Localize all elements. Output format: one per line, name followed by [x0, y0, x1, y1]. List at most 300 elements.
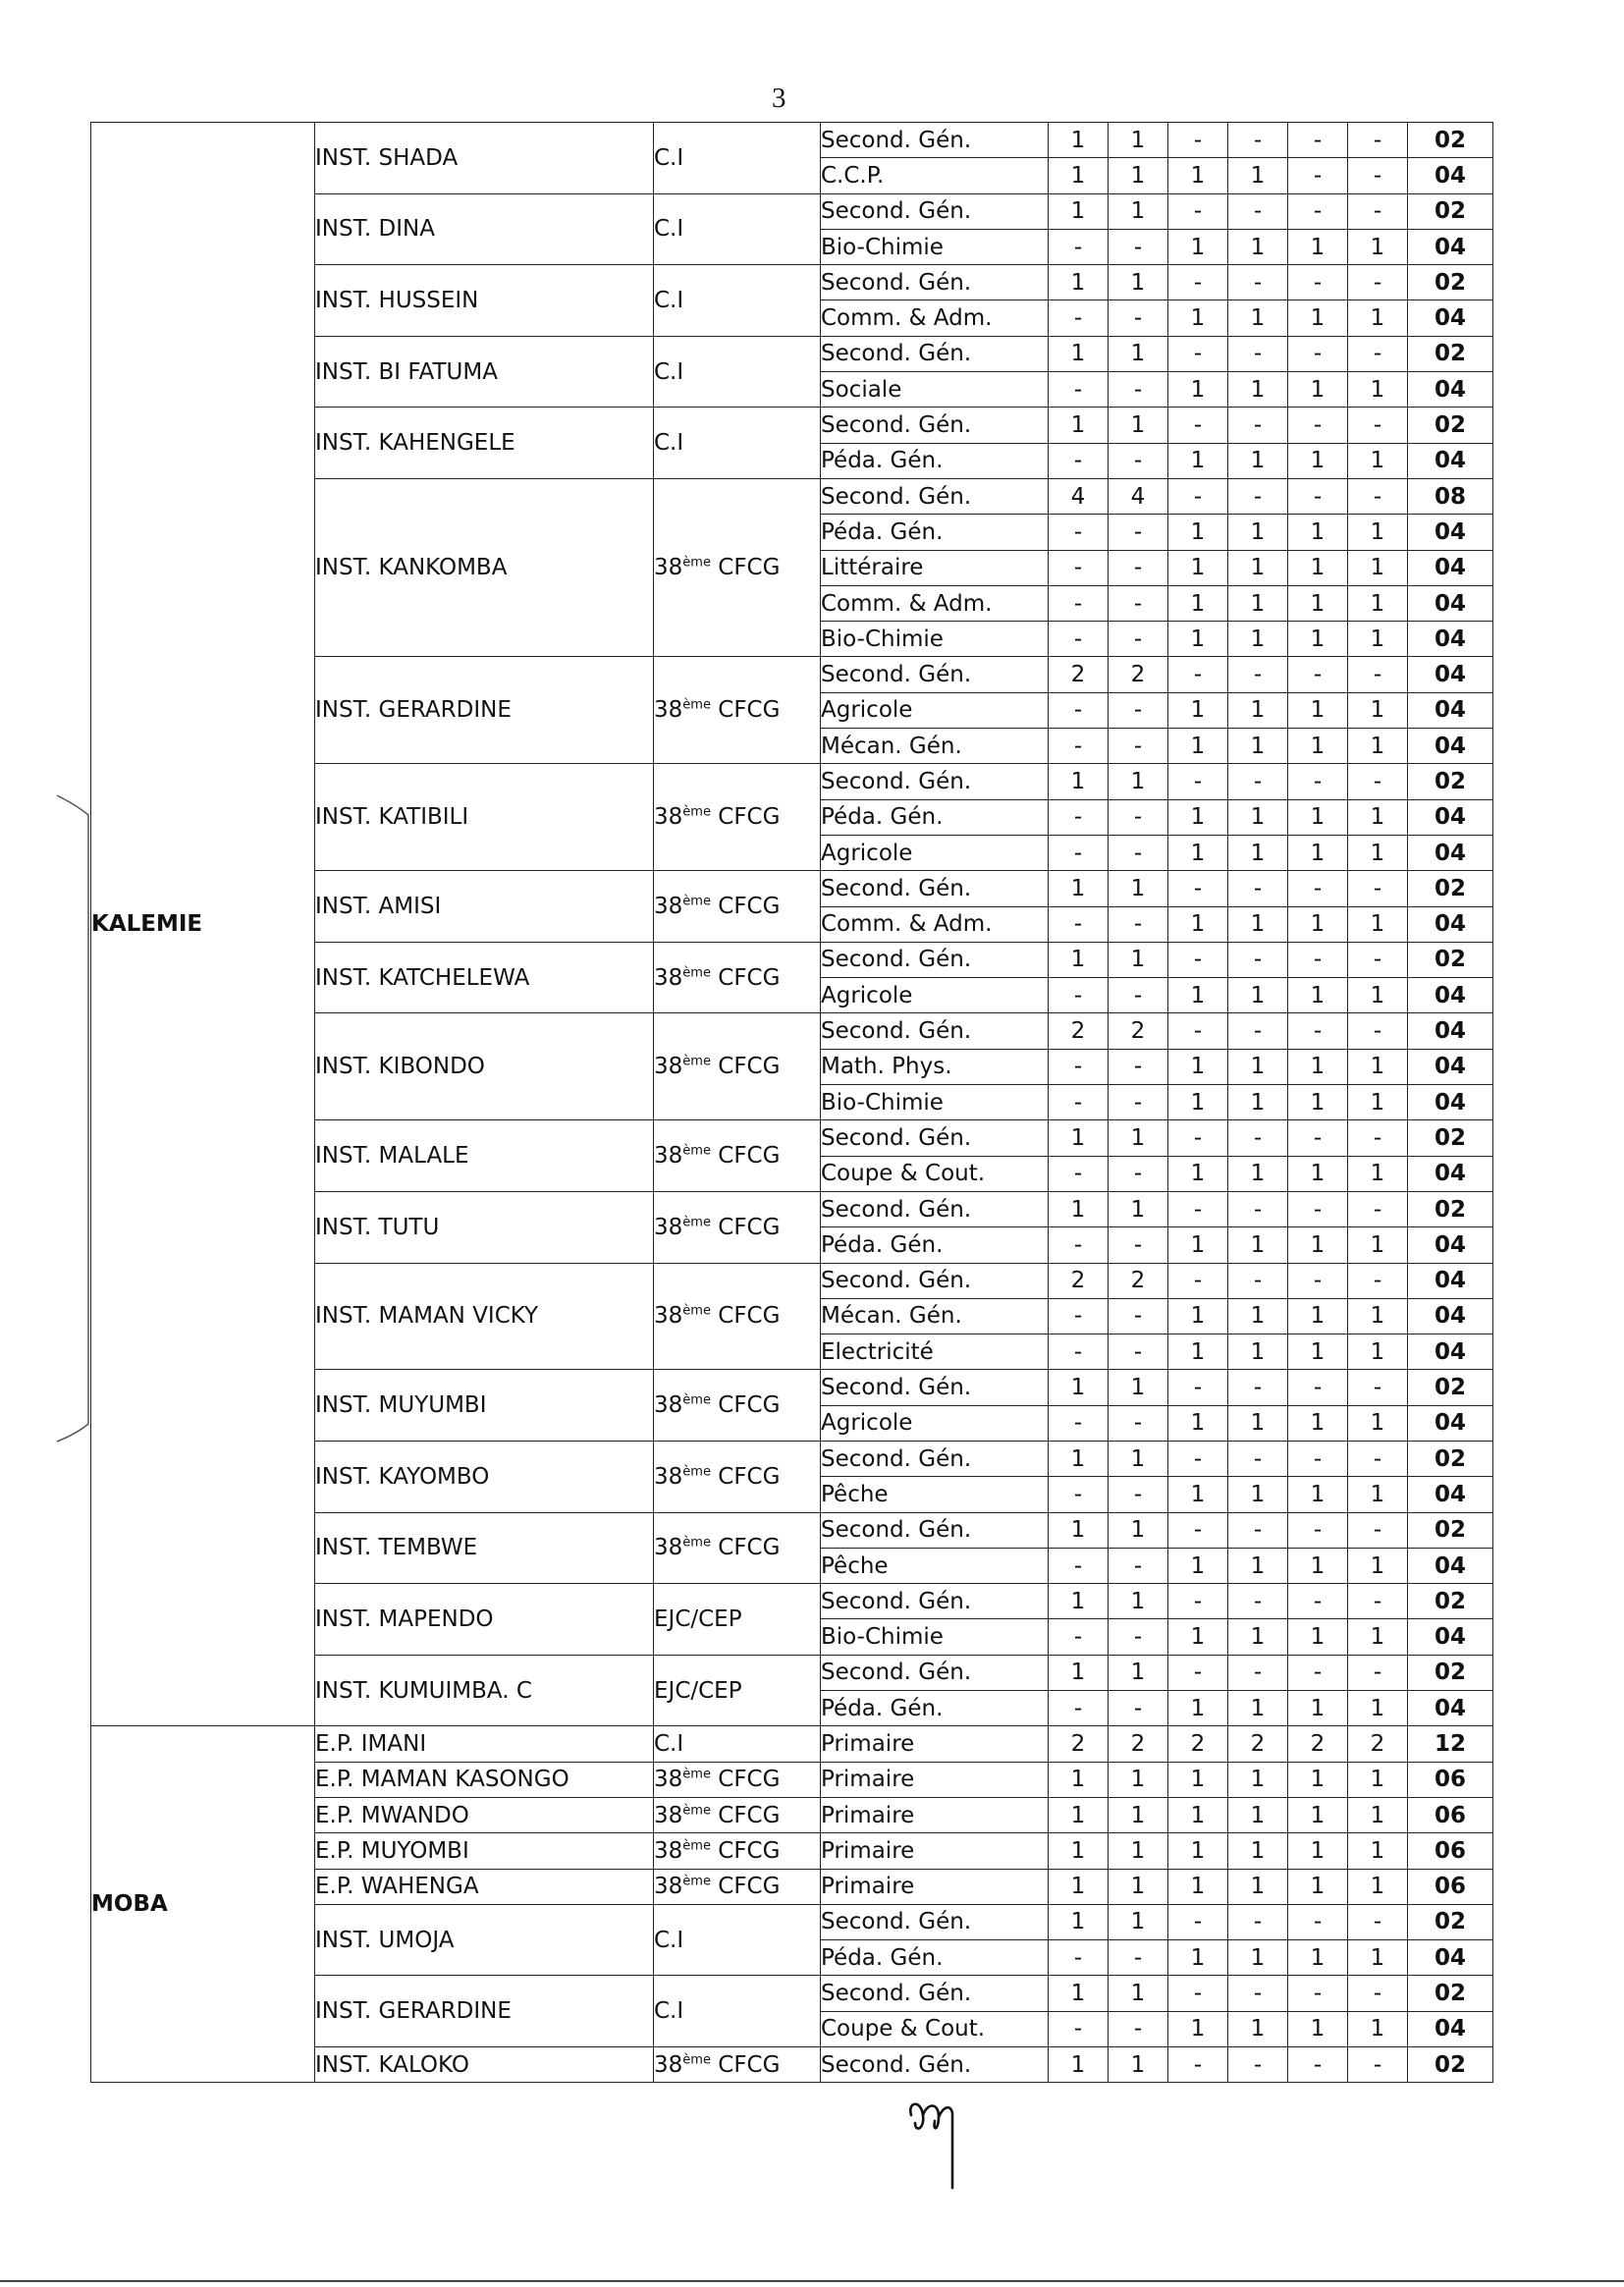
class-count: 1 — [1228, 1869, 1288, 1904]
class-count: 1 — [1109, 336, 1168, 371]
school-category: 38ème CFCG — [654, 478, 821, 656]
class-count: - — [1228, 1904, 1288, 1939]
row-total: 04 — [1408, 657, 1493, 692]
school-category: C.I — [654, 265, 821, 337]
row-total: 04 — [1408, 1156, 1493, 1191]
option-name: Pêche — [821, 1548, 1049, 1583]
row-total: 04 — [1408, 229, 1493, 264]
class-count: 1 — [1049, 1869, 1109, 1904]
option-name: Primaire — [821, 1762, 1049, 1797]
option-name: Bio-Chimie — [821, 229, 1049, 264]
class-count: - — [1288, 408, 1348, 443]
class-count: - — [1288, 1976, 1348, 2011]
class-count: 1 — [1049, 1762, 1109, 1797]
class-count: - — [1109, 835, 1168, 870]
class-count: 1 — [1288, 1619, 1348, 1655]
class-count: - — [1109, 1691, 1168, 1726]
option-name: C.C.P. — [821, 158, 1049, 193]
class-count: - — [1228, 657, 1288, 692]
class-count: 1 — [1109, 193, 1168, 229]
class-count: 1 — [1228, 1334, 1288, 1370]
class-count: - — [1109, 300, 1168, 336]
option-name: Second. Gén. — [821, 871, 1049, 906]
school-category: 38ème CFCG — [654, 1441, 821, 1512]
class-count: 1 — [1288, 1833, 1348, 1869]
row-total: 02 — [1408, 336, 1493, 371]
class-count: 1 — [1288, 1227, 1348, 1263]
class-count: - — [1168, 871, 1228, 906]
school-name: INST. SHADA — [315, 123, 654, 194]
option-name: Sociale — [821, 372, 1049, 408]
page-number: 3 — [772, 82, 786, 114]
school-name: INST. MAMAN VICKY — [315, 1263, 654, 1370]
school-category: 38ème CFCG — [654, 1263, 821, 1370]
class-count: 1 — [1109, 1976, 1168, 2011]
class-count: - — [1348, 1584, 1408, 1619]
option-name: Second. Gén. — [821, 1655, 1049, 1690]
class-count: 1 — [1228, 585, 1288, 621]
class-count: - — [1348, 657, 1408, 692]
class-count: 1 — [1168, 1797, 1228, 1832]
class-count: 1 — [1228, 2011, 1288, 2046]
class-count: 1 — [1109, 1120, 1168, 1156]
row-total: 12 — [1408, 1726, 1493, 1762]
class-count: 1 — [1168, 835, 1228, 870]
option-name: Agricole — [821, 978, 1049, 1013]
class-count: 1 — [1109, 1797, 1168, 1832]
school-name: INST. KAHENGELE — [315, 408, 654, 479]
class-count: 1 — [1049, 942, 1109, 977]
row-total: 02 — [1408, 1120, 1493, 1156]
class-count: 1 — [1109, 1191, 1168, 1226]
class-count: 1 — [1288, 1762, 1348, 1797]
class-count: - — [1168, 408, 1228, 443]
class-count: 1 — [1288, 692, 1348, 728]
row-total: 02 — [1408, 764, 1493, 799]
class-count: - — [1049, 622, 1109, 657]
class-count: - — [1288, 764, 1348, 799]
school-category: C.I — [654, 336, 821, 408]
class-count: - — [1228, 1512, 1288, 1548]
row-total: 04 — [1408, 692, 1493, 728]
class-count: 1 — [1228, 229, 1288, 264]
class-count: 1 — [1288, 835, 1348, 870]
option-name: Péda. Gén. — [821, 1940, 1049, 1976]
class-count: - — [1049, 1085, 1109, 1120]
class-count: 1 — [1109, 1370, 1168, 1405]
class-count: 1 — [1348, 585, 1408, 621]
class-count: - — [1348, 1655, 1408, 1690]
class-count: 1 — [1288, 2011, 1348, 2046]
class-count: 1 — [1109, 1655, 1168, 1690]
row-total: 04 — [1408, 1049, 1493, 1084]
class-count: - — [1348, 1512, 1408, 1548]
class-count: 1 — [1168, 1405, 1228, 1441]
row-total: 02 — [1408, 408, 1493, 443]
class-count: 1 — [1109, 1441, 1168, 1476]
row-total: 04 — [1408, 1263, 1493, 1298]
school-category: C.I — [654, 193, 821, 265]
class-count: - — [1288, 1263, 1348, 1298]
class-count: - — [1049, 799, 1109, 835]
school-name: E.P. IMANI — [315, 1726, 654, 1762]
class-count: 1 — [1348, 1405, 1408, 1441]
class-count: 1 — [1168, 585, 1228, 621]
class-count: 2 — [1168, 1726, 1228, 1762]
row-total: 04 — [1408, 1298, 1493, 1334]
class-count: 1 — [1288, 1085, 1348, 1120]
class-count: - — [1228, 408, 1288, 443]
class-count: - — [1049, 1691, 1109, 1726]
class-count: 1 — [1228, 1227, 1288, 1263]
class-count: - — [1228, 764, 1288, 799]
class-count: 1 — [1228, 515, 1288, 550]
school-name: INST. TUTU — [315, 1191, 654, 1263]
option-name: Second. Gén. — [821, 408, 1049, 443]
class-count: 1 — [1049, 265, 1109, 300]
row-total: 04 — [1408, 550, 1493, 585]
class-count: - — [1288, 871, 1348, 906]
class-count: - — [1228, 1441, 1288, 1476]
option-name: Comm. & Adm. — [821, 906, 1049, 942]
class-count: 2 — [1049, 1263, 1109, 1298]
class-count: 1 — [1348, 906, 1408, 942]
class-count: 1 — [1168, 515, 1228, 550]
class-count: - — [1109, 372, 1168, 408]
option-name: Second. Gén. — [821, 1370, 1049, 1405]
class-count: 1 — [1228, 1833, 1288, 1869]
option-name: Primaire — [821, 1869, 1049, 1904]
option-name: Bio-Chimie — [821, 622, 1049, 657]
option-name: Comm. & Adm. — [821, 300, 1049, 336]
row-total: 02 — [1408, 1512, 1493, 1548]
class-count: 1 — [1168, 1548, 1228, 1583]
row-total: 04 — [1408, 1013, 1493, 1049]
row-total: 04 — [1408, 1940, 1493, 1976]
class-count: - — [1228, 193, 1288, 229]
class-count: - — [1348, 408, 1408, 443]
class-count: - — [1228, 265, 1288, 300]
class-count: 1 — [1168, 799, 1228, 835]
class-count: - — [1109, 2011, 1168, 2046]
row-total: 04 — [1408, 300, 1493, 336]
class-count: 1 — [1168, 229, 1228, 264]
district-name: KALEMIE — [91, 123, 315, 1726]
class-count: - — [1348, 1370, 1408, 1405]
class-count: - — [1049, 1548, 1109, 1583]
option-name: Péda. Gén. — [821, 1227, 1049, 1263]
class-count: 2 — [1288, 1726, 1348, 1762]
row-total: 04 — [1408, 1334, 1493, 1370]
class-count: 1 — [1049, 1191, 1109, 1226]
class-count: 1 — [1348, 443, 1408, 478]
row-total: 02 — [1408, 1584, 1493, 1619]
option-name: Second. Gén. — [821, 1512, 1049, 1548]
class-count: - — [1168, 265, 1228, 300]
class-count: 1 — [1348, 835, 1408, 870]
school-category: 38ème CFCG — [654, 942, 821, 1013]
option-name: Bio-Chimie — [821, 1085, 1049, 1120]
class-count: - — [1109, 1049, 1168, 1084]
class-count: - — [1228, 1013, 1288, 1049]
row-total: 04 — [1408, 1227, 1493, 1263]
class-count: 1 — [1348, 1156, 1408, 1191]
class-count: - — [1109, 1477, 1168, 1512]
class-count: 1 — [1228, 1619, 1288, 1655]
class-count: - — [1348, 193, 1408, 229]
class-count: 1 — [1109, 265, 1168, 300]
class-count: - — [1228, 336, 1288, 371]
class-count: 1 — [1168, 729, 1228, 764]
class-count: 1 — [1348, 799, 1408, 835]
class-count: - — [1348, 2047, 1408, 2083]
option-name: Coupe & Cout. — [821, 2011, 1049, 2046]
class-count: - — [1228, 942, 1288, 977]
class-count: 1 — [1288, 443, 1348, 478]
class-count: - — [1049, 1156, 1109, 1191]
class-count: 1 — [1168, 1619, 1228, 1655]
school-name: INST. MUYUMBI — [315, 1370, 654, 1442]
class-count: 1 — [1288, 978, 1348, 1013]
class-count: - — [1228, 1120, 1288, 1156]
school-name: INST. KAYOMBO — [315, 1441, 654, 1512]
class-count: 4 — [1049, 478, 1109, 514]
class-count: 1 — [1348, 550, 1408, 585]
row-total: 04 — [1408, 1619, 1493, 1655]
class-count: - — [1288, 123, 1348, 158]
row-total: 02 — [1408, 193, 1493, 229]
class-count: 1 — [1109, 1904, 1168, 1939]
class-count: 1 — [1228, 443, 1288, 478]
class-count: - — [1228, 478, 1288, 514]
class-count: 1 — [1348, 1085, 1408, 1120]
class-count: - — [1049, 585, 1109, 621]
class-count: 1 — [1049, 193, 1109, 229]
class-count: 1 — [1109, 1584, 1168, 1619]
class-count: - — [1168, 1191, 1228, 1226]
class-count: - — [1049, 1227, 1109, 1263]
class-count: 1 — [1049, 1833, 1109, 1869]
row-total: 02 — [1408, 1441, 1493, 1476]
school-category: 38ème CFCG — [654, 1797, 821, 1832]
option-name: Mécan. Gén. — [821, 1298, 1049, 1334]
class-count: 1 — [1168, 1869, 1228, 1904]
class-count: - — [1288, 1584, 1348, 1619]
class-count: 1 — [1228, 1548, 1288, 1583]
class-count: - — [1168, 657, 1228, 692]
class-count: 1 — [1168, 1298, 1228, 1334]
option-name: Coupe & Cout. — [821, 1156, 1049, 1191]
class-count: 1 — [1109, 942, 1168, 977]
class-count: 1 — [1288, 1298, 1348, 1334]
school-category: C.I — [654, 408, 821, 479]
option-name: Agricole — [821, 1405, 1049, 1441]
row-total: 04 — [1408, 158, 1493, 193]
class-count: - — [1109, 550, 1168, 585]
class-count: - — [1168, 1263, 1228, 1298]
class-count: 1 — [1288, 585, 1348, 621]
class-count: 1 — [1288, 372, 1348, 408]
class-count: 1 — [1049, 764, 1109, 799]
bottom-rule — [0, 2280, 1624, 2282]
class-count: - — [1228, 1191, 1288, 1226]
class-count: 1 — [1288, 622, 1348, 657]
class-count: 2 — [1109, 1263, 1168, 1298]
class-count: 1 — [1348, 2011, 1408, 2046]
class-count: - — [1288, 1655, 1348, 1690]
school-name: INST. KALOKO — [315, 2047, 654, 2083]
class-count: - — [1049, 443, 1109, 478]
class-count: - — [1288, 1370, 1348, 1405]
class-count: 1 — [1168, 300, 1228, 336]
class-count: - — [1288, 657, 1348, 692]
class-count: - — [1109, 1405, 1168, 1441]
class-count: - — [1109, 1227, 1168, 1263]
class-count: 1 — [1049, 336, 1109, 371]
school-name: INST. BI FATUMA — [315, 336, 654, 408]
option-name: Primaire — [821, 1833, 1049, 1869]
school-category: 38ème CFCG — [654, 1120, 821, 1192]
class-count: - — [1168, 1441, 1228, 1476]
class-count: 1 — [1288, 1548, 1348, 1583]
class-count: 1 — [1168, 1227, 1228, 1263]
class-count: - — [1228, 1584, 1288, 1619]
class-count: 1 — [1348, 515, 1408, 550]
class-count: - — [1049, 1405, 1109, 1441]
option-name: Pêche — [821, 1477, 1049, 1512]
class-count: - — [1228, 1655, 1288, 1690]
row-total: 02 — [1408, 1904, 1493, 1939]
class-count: - — [1049, 1619, 1109, 1655]
school-category: 38ème CFCG — [654, 1869, 821, 1904]
class-count: 2 — [1348, 1726, 1408, 1762]
school-name: INST. GERARDINE — [315, 657, 654, 764]
class-count: 1 — [1288, 550, 1348, 585]
class-count: 1 — [1109, 764, 1168, 799]
class-count: 1 — [1109, 2047, 1168, 2083]
row-total: 04 — [1408, 2011, 1493, 2046]
class-count: - — [1348, 158, 1408, 193]
row-total: 02 — [1408, 2047, 1493, 2083]
class-count: 1 — [1228, 1298, 1288, 1334]
class-count: - — [1049, 2011, 1109, 2046]
class-count: 1 — [1288, 1691, 1348, 1726]
option-name: Primaire — [821, 1726, 1049, 1762]
option-name: Comm. & Adm. — [821, 585, 1049, 621]
class-count: 2 — [1049, 1726, 1109, 1762]
class-count: 1 — [1109, 408, 1168, 443]
class-count: 1 — [1288, 515, 1348, 550]
option-name: Second. Gén. — [821, 336, 1049, 371]
school-name: INST. AMISI — [315, 871, 654, 943]
class-count: 1 — [1049, 408, 1109, 443]
class-count: - — [1348, 1904, 1408, 1939]
option-name: Second. Gén. — [821, 2047, 1049, 2083]
class-count: 1 — [1228, 1477, 1288, 1512]
row-total: 08 — [1408, 478, 1493, 514]
class-count: 1 — [1228, 692, 1288, 728]
class-count: 1 — [1288, 229, 1348, 264]
school-name: INST. UMOJA — [315, 1904, 654, 1976]
school-name: INST. KANKOMBA — [315, 478, 654, 656]
class-count: - — [1348, 265, 1408, 300]
class-count: 1 — [1109, 1762, 1168, 1797]
class-count: 2 — [1228, 1726, 1288, 1762]
class-count: 1 — [1168, 1477, 1228, 1512]
class-count: 1 — [1348, 1833, 1408, 1869]
class-count: - — [1168, 478, 1228, 514]
row-total: 04 — [1408, 585, 1493, 621]
class-count: - — [1049, 1334, 1109, 1370]
class-count: 1 — [1288, 1405, 1348, 1441]
class-count: - — [1049, 729, 1109, 764]
row-total: 04 — [1408, 1691, 1493, 1726]
class-count: 1 — [1348, 1298, 1408, 1334]
class-count: 1 — [1288, 729, 1348, 764]
row-total: 04 — [1408, 1085, 1493, 1120]
class-count: - — [1168, 2047, 1228, 2083]
class-count: 1 — [1348, 1619, 1408, 1655]
row-total: 04 — [1408, 622, 1493, 657]
class-count: 1 — [1288, 1334, 1348, 1370]
class-count: - — [1109, 622, 1168, 657]
class-count: - — [1288, 478, 1348, 514]
class-count: 1 — [1168, 622, 1228, 657]
row-total: 04 — [1408, 1548, 1493, 1583]
school-name: INST. HUSSEIN — [315, 265, 654, 337]
class-count: - — [1109, 906, 1168, 942]
school-name: INST. TEMBWE — [315, 1512, 654, 1584]
row-total: 04 — [1408, 372, 1493, 408]
class-count: - — [1228, 1370, 1288, 1405]
class-count: - — [1109, 1619, 1168, 1655]
row-total: 04 — [1408, 729, 1493, 764]
class-count: 1 — [1168, 1833, 1228, 1869]
class-count: - — [1049, 229, 1109, 264]
class-count: - — [1109, 1156, 1168, 1191]
class-count: - — [1049, 1940, 1109, 1976]
class-count: - — [1049, 1477, 1109, 1512]
class-count: 1 — [1228, 1762, 1288, 1797]
class-count: - — [1109, 729, 1168, 764]
school-category: 38ème CFCG — [654, 1512, 821, 1584]
table-row — [91, 1726, 1493, 1762]
class-count: 1 — [1228, 1940, 1288, 1976]
class-count: - — [1348, 942, 1408, 977]
option-name: Second. Gén. — [821, 1584, 1049, 1619]
class-count: - — [1049, 978, 1109, 1013]
class-count: 1 — [1348, 1869, 1408, 1904]
school-category: EJC/CEP — [654, 1584, 821, 1656]
class-count: 1 — [1168, 550, 1228, 585]
class-count: 1 — [1168, 906, 1228, 942]
class-count: 1 — [1049, 1976, 1109, 2011]
row-total: 06 — [1408, 1869, 1493, 1904]
class-count: - — [1168, 1655, 1228, 1690]
class-count: 1 — [1168, 158, 1228, 193]
option-name: Second. Gén. — [821, 478, 1049, 514]
option-name: Second. Gén. — [821, 193, 1049, 229]
class-count: - — [1288, 1013, 1348, 1049]
class-count: 1 — [1168, 692, 1228, 728]
class-count: 1 — [1228, 835, 1288, 870]
class-count: - — [1109, 1298, 1168, 1334]
class-count: 1 — [1168, 443, 1228, 478]
table-row — [91, 123, 1493, 158]
option-name: Second. Gén. — [821, 1120, 1049, 1156]
class-count: - — [1109, 229, 1168, 264]
class-count: 1 — [1049, 1120, 1109, 1156]
